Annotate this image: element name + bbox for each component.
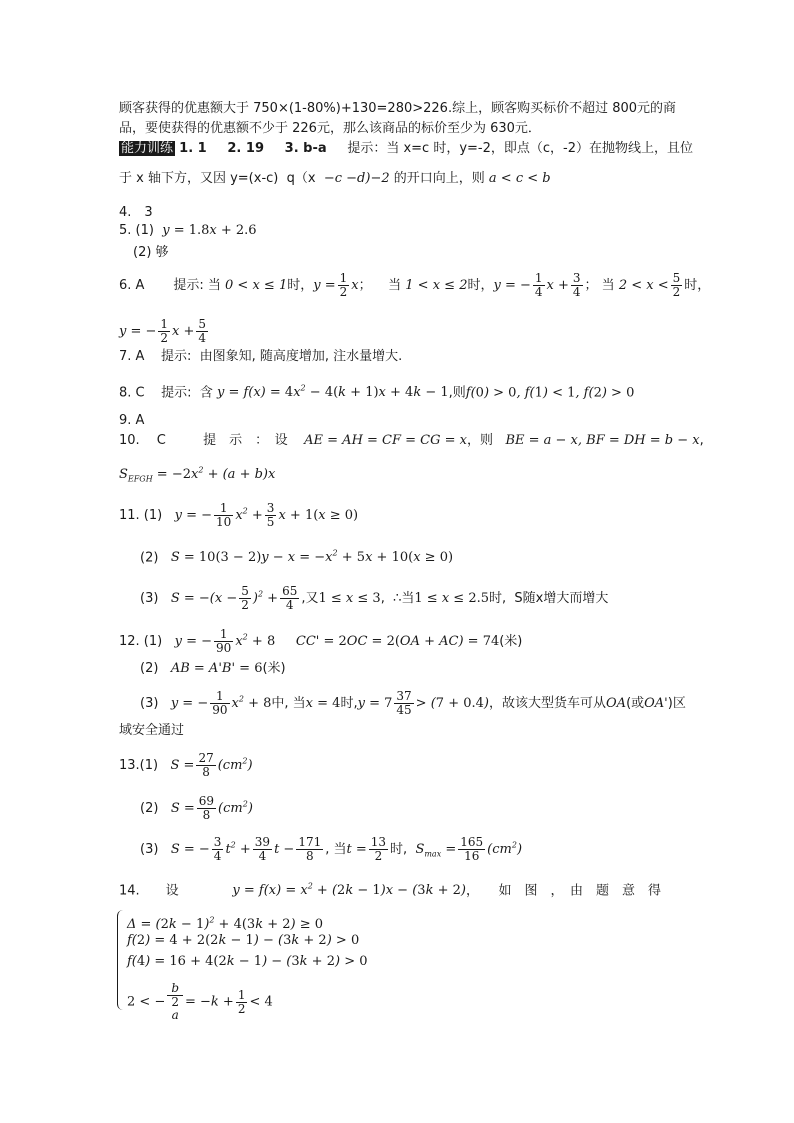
answer-9: 9. A	[119, 413, 145, 428]
answer-11-1: 11. (1) y = − $\frac{1}{10}$ $x^2$ + $\frac{3}{5}$ x + 1(x ≥ 0)	[119, 501, 359, 529]
answer-12-cont: 域安全通过	[119, 723, 185, 738]
answer-11-2: (2) $S = 10(3 - 2)y - x = -x^2 + 5x + 10(x \ge 0)$	[140, 549, 454, 566]
answer-6-cont: y = − $\frac{1}{2}$ x + $\frac{5}{4}$	[119, 317, 207, 345]
hint-text: 由图象知, 随高度增加, 注水量增大.	[199, 349, 403, 364]
hint-text: ， 如 图 ， 由 题 意 得	[465, 883, 661, 899]
hint-text: ,则	[448, 385, 466, 401]
answer-3-hint: 提示：当 x=c 时，y=-2，即点（c，-2）在抛物线上，且位	[347, 141, 693, 156]
hint-label: 提 示 ： 设	[203, 433, 288, 448]
answer-3: 3. b-a	[284, 141, 327, 156]
answer-2: 2. 19	[227, 141, 264, 156]
system-row-3: f(4) = 16 + 4(2k − 1) − (3k + 2) > 0	[127, 954, 368, 969]
answer-11-3: (3) S = −(x − $\frac{5}{2}$ )$^2$ + $\frac{65}{4}$ ,又1 ≤ x ≤ 3, ∴当1 ≤ x ≤ 2.5时, S随x增大而增大	[140, 584, 609, 612]
answer-13-3: (3) S = − $\frac{3}{4}$ $t^2$ + $\frac{39}{4}$ t − $\frac{171}{8}$ , 当t = $\frac{13}{2}$ 时, $S_{max}$ = $\frac{165}{16}$ $(cm^2)$	[140, 835, 523, 863]
answer-12-1: 12. (1) y = − $\frac{1}{90}$ $x^2 + 8$ CC' = 2OC = 2(OA + AC) = 74(米)	[119, 627, 523, 655]
answer-6: 6. A 提示: 当 0 < x ≤ 1时，y = $\frac{1}{2}$ x； 当 1 < x ≤ 2时，y = − $\frac{1}{4}$ x + $\frac{3}{4}$ ； 当 2 < x < $\frac{5}{2}$ 时，	[119, 271, 711, 299]
ability-tag: 能力训练	[121, 141, 174, 156]
unit: (米)	[499, 634, 523, 649]
answer-5-2: (2) 够	[133, 245, 169, 260]
label: (3)	[140, 591, 159, 606]
answer-3-hint-line-2	[119, 170, 551, 188]
answer-1: 1. 1	[179, 141, 207, 156]
math: y = 1.8x + 2.6	[162, 223, 257, 238]
label: 8. C	[119, 385, 145, 401]
hint-text: 的开口向上，则	[393, 171, 485, 186]
answer-13-1: 13.(1) S = $\frac{27}{8}$ $(cm^2)$	[119, 751, 253, 779]
paragraph-line-1: 顾客获得的优惠额大于 750×(1-80%)+130=280>226.综上，顾客购买标价不超过 800元的商	[119, 101, 677, 116]
unit: (米)	[262, 661, 286, 676]
math: a < c < b	[488, 171, 551, 186]
answer-8: 8. C 提示: 含 $y = f(x) = 4x^2 - 4(k + 1)x + 4k - 1$,则f(0) > 0, f(1) < 1, f(2) > 0	[119, 384, 635, 401]
label: 14. 设	[119, 883, 179, 899]
math: −c −d)−2	[319, 171, 390, 186]
label: 7. A	[119, 349, 145, 364]
answer-10: 10. C 提 示 ： 设 AE = AH = CF = CG = x，则 BE = a − x, BF = DH = b − x,	[119, 433, 704, 448]
answer-14: 14. 设 $y = f(x) = x^2 + (2k - 1)x - (3k + 2)$， 如 图 ， 由 题 意 得	[119, 882, 661, 899]
answer-13-2: (2) S = $\frac{69}{8}$ $(cm^2)$	[140, 794, 253, 822]
answer-4: 4. 3	[119, 205, 153, 220]
label: (3)	[140, 842, 159, 857]
label: 10. C	[119, 433, 166, 448]
hint-label: 提示:	[161, 385, 192, 401]
label: (2)	[140, 550, 159, 566]
answer-10-cont: $S_{EFGH} = -2x^2 + (a + b)x$	[119, 466, 276, 484]
hint-label: 提示:	[173, 278, 204, 293]
hint-text: q（x	[286, 171, 316, 186]
answer-7	[119, 348, 402, 366]
system-row-4: 2 < − b 2 a = −k + $\frac{1}{2}$ < 4	[127, 981, 273, 1022]
ability-line	[119, 140, 693, 158]
answer-5-1	[119, 222, 257, 240]
answer-12-2: (2) AB = A'B' = 6(米)	[140, 661, 286, 676]
label: 5. (1)	[119, 223, 154, 238]
label: 11. (1)	[119, 508, 163, 523]
system-brace	[117, 910, 125, 1010]
answer-12-3: (3) y = − $\frac{1}{90}$ $x^2 + 8$中, 当x = 4时,y = 7 $\frac{37}{45}$ > (7 + 0.4)，故该大型货车可从OA(或OA')区	[140, 689, 686, 717]
label: (3)	[140, 696, 159, 711]
hint-text: 含	[199, 385, 213, 401]
hint-label: 提示:	[160, 349, 192, 364]
hint-text: ，故该大型货车可从	[489, 696, 607, 711]
label: (2)	[140, 801, 159, 816]
hint-text: 于 x 轴下方，又因 y=(x-c)	[119, 171, 279, 186]
label: 6. A	[119, 278, 145, 293]
hint-text: ，则	[467, 433, 494, 448]
hint-text: S随x增大而增大	[514, 591, 609, 606]
paragraph-line-2: 品，要使获得的优惠额不少于 226元，那么该商品的标价至少为 630元．	[119, 121, 541, 136]
system-row-1: $\Delta = (2k - 1)^2 + 4(3k + 2) \ge 0$	[127, 916, 324, 933]
hint-text: 区	[672, 696, 686, 711]
label: 12. (1)	[119, 634, 163, 649]
label: 13.(1)	[119, 758, 159, 773]
label: (2)	[140, 661, 159, 676]
system-row-2: f(2) = 4 + 2(2k − 1) − (3k + 2) > 0	[127, 933, 360, 948]
